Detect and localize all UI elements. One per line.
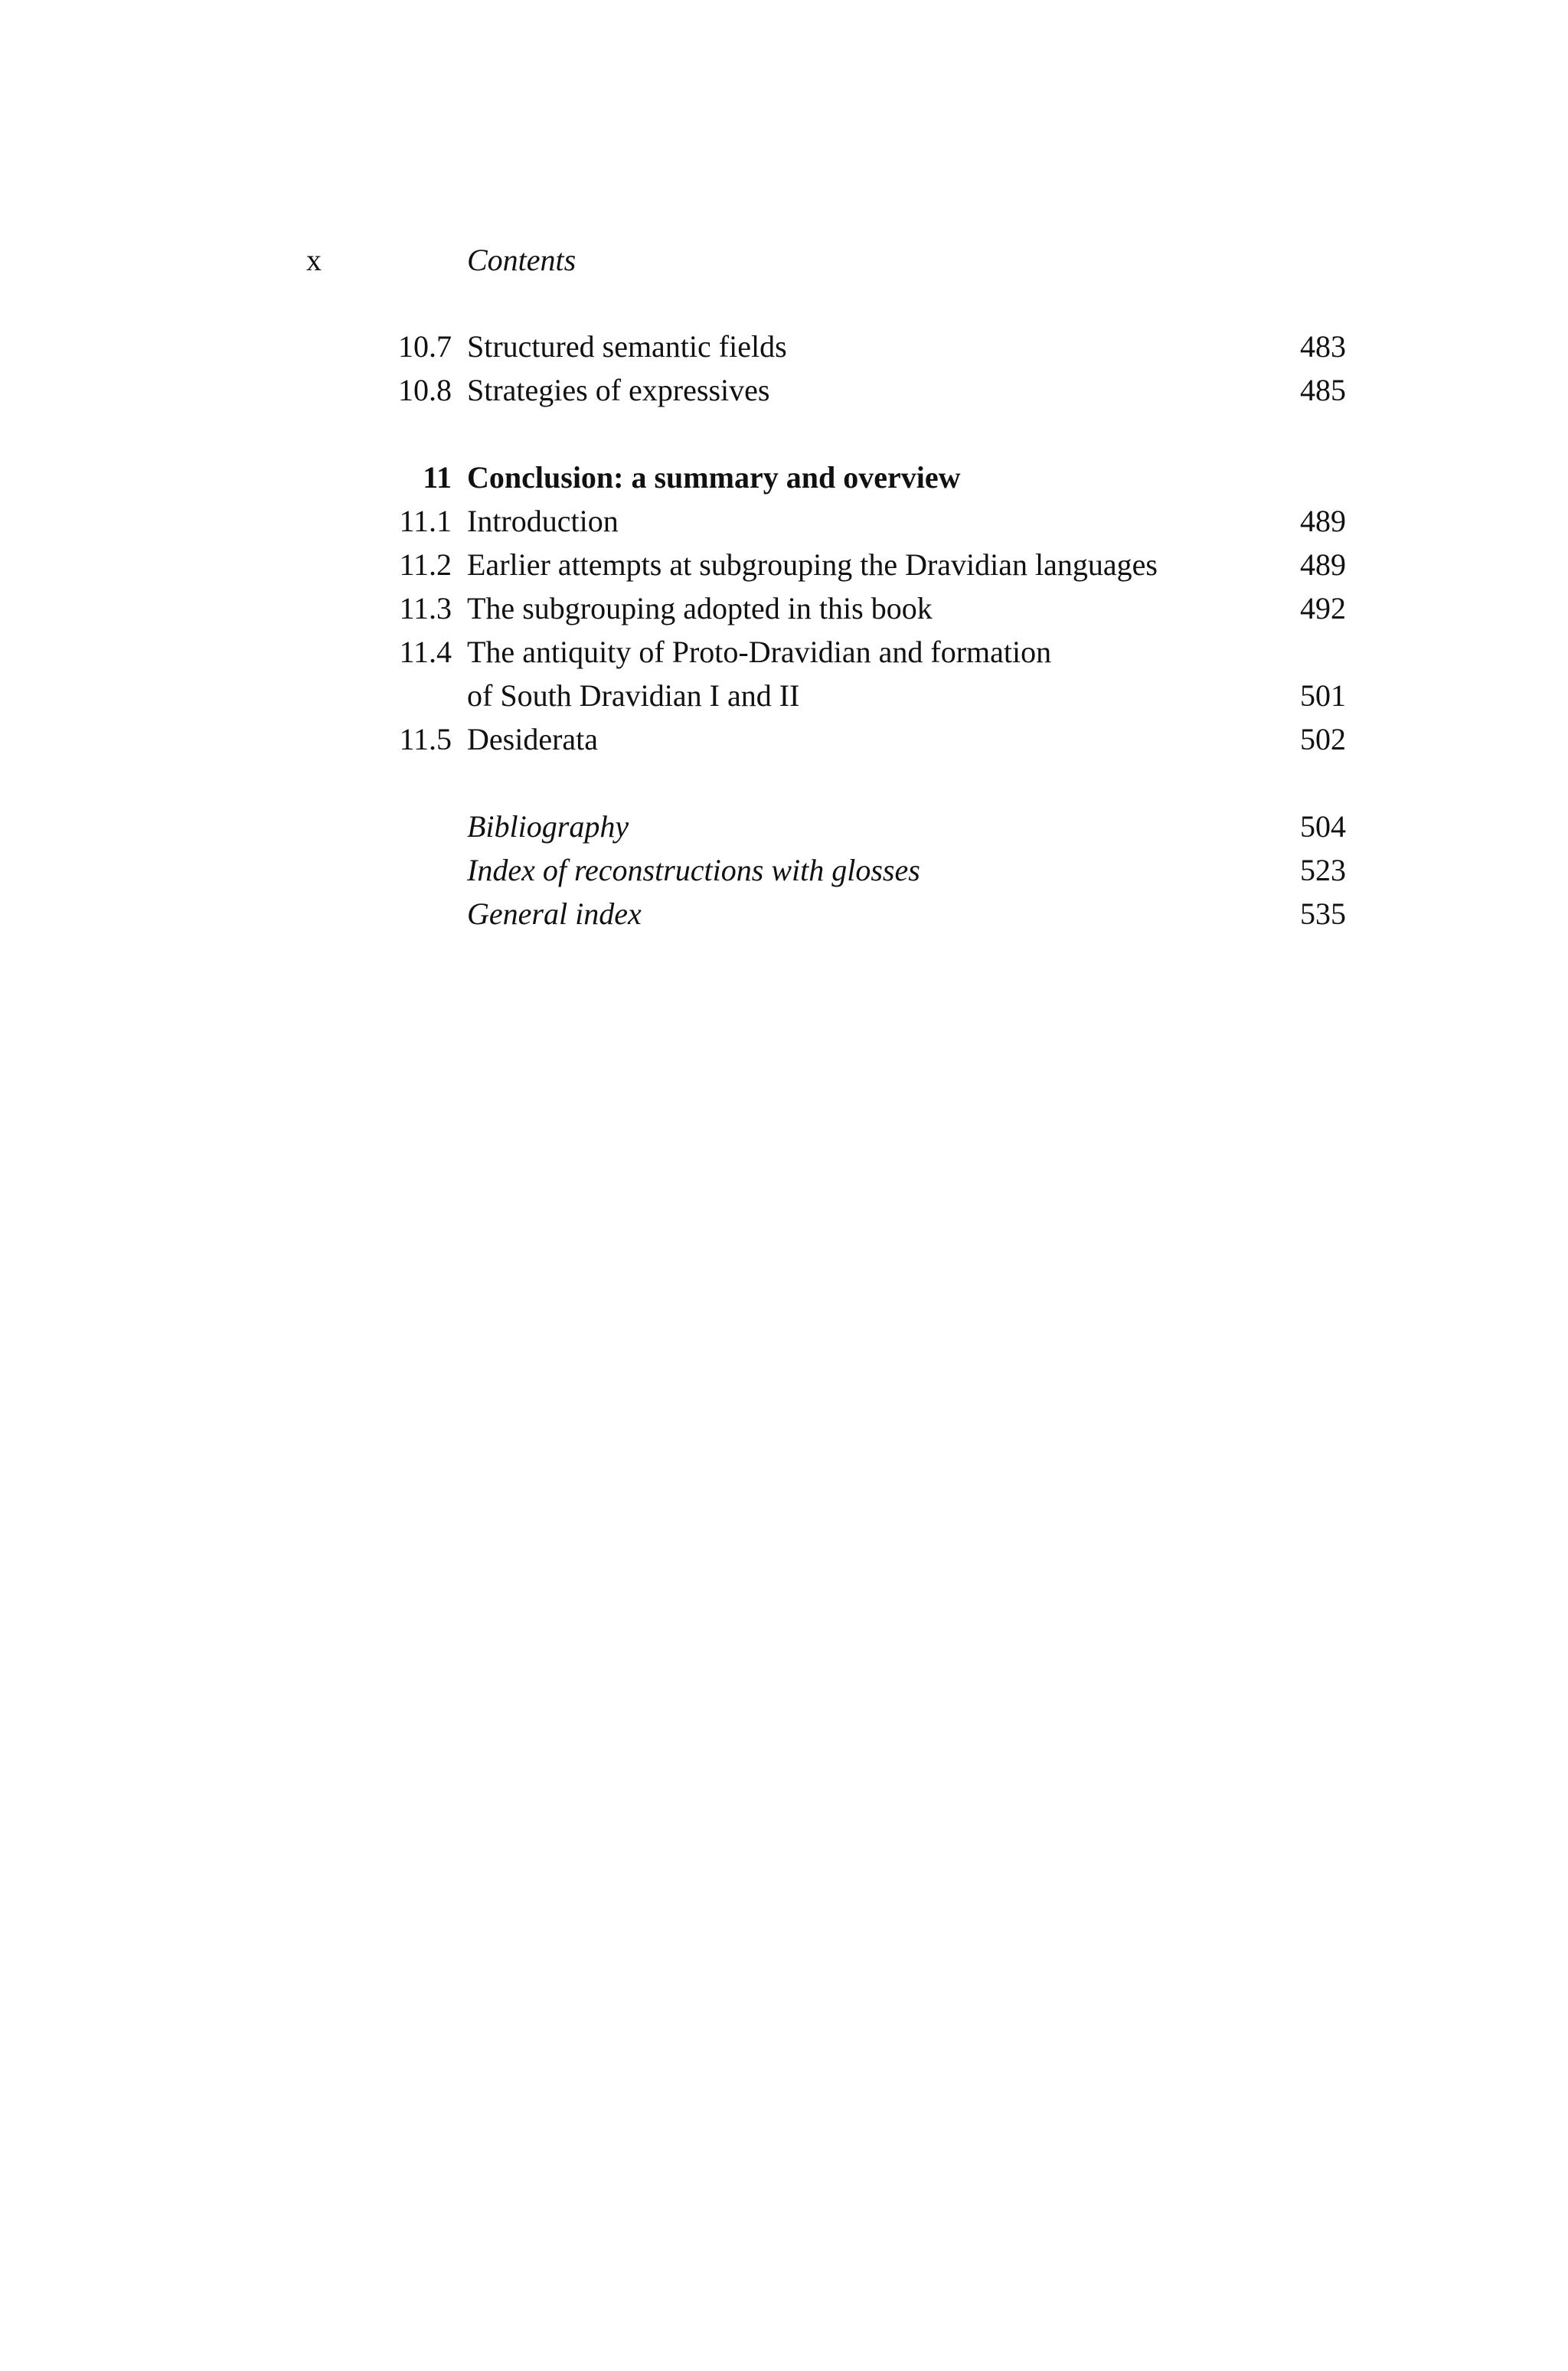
chapter-title: Conclusion: a summary and overview xyxy=(467,460,961,495)
toc-entry-11-3[interactable] xyxy=(0,586,1568,630)
section-title: Strategies of expressives xyxy=(467,373,770,407)
page-ref: 485 xyxy=(1300,373,1346,407)
chapter-number: 11 xyxy=(423,460,452,495)
spacer xyxy=(0,761,1568,805)
page-ref: 504 xyxy=(1300,809,1346,844)
table-of-contents xyxy=(0,325,1568,936)
spacer xyxy=(0,412,1568,456)
section-number: 11.5 xyxy=(399,722,452,756)
section-title-line-1: The antiquity of Proto-Dravidian and formation xyxy=(467,635,1052,669)
toc-entry-11-5[interactable] xyxy=(0,717,1568,761)
section-number: 11.1 xyxy=(399,504,452,538)
page-number: x xyxy=(306,243,322,277)
toc-entry-10-8[interactable] xyxy=(0,368,1568,412)
section-title: Earlier attempts at subgrouping the Dravidian languages xyxy=(467,547,1158,582)
section-number: 10.8 xyxy=(398,373,452,407)
page-ref: 501 xyxy=(1300,678,1346,713)
section-title: The subgrouping adopted in this book xyxy=(467,591,933,625)
toc-entry-11-2[interactable] xyxy=(0,543,1568,586)
section-title-line-2: of South Dravidian I and II xyxy=(467,678,800,713)
section-number: 10.7 xyxy=(398,329,452,364)
page-ref: 483 xyxy=(1300,329,1346,364)
toc-chapter-11[interactable] xyxy=(0,456,1568,499)
section-number: 11.2 xyxy=(399,547,452,582)
toc-entry-bibliography[interactable] xyxy=(0,805,1568,848)
section-number: 11.3 xyxy=(399,591,452,625)
toc-entry-10-7[interactable] xyxy=(0,325,1568,368)
page-ref: 489 xyxy=(1300,547,1346,582)
back-matter-title: Bibliography xyxy=(467,809,629,844)
toc-entry-index-reconstructions[interactable] xyxy=(0,848,1568,892)
toc-entry-11-4[interactable] xyxy=(0,630,1568,674)
section-title: Structured semantic fields xyxy=(467,329,787,364)
page-header xyxy=(0,239,1568,282)
section-number: 11.4 xyxy=(399,635,452,669)
page-ref: 535 xyxy=(1300,896,1346,931)
back-matter-title: General index xyxy=(467,896,642,931)
section-title: Desiderata xyxy=(467,722,599,756)
page-ref: 523 xyxy=(1300,853,1346,887)
running-head: Contents xyxy=(467,243,577,277)
toc-entry-11-4-continued[interactable] xyxy=(0,674,1568,717)
page-ref: 502 xyxy=(1300,722,1346,756)
section-title: Introduction xyxy=(467,504,619,538)
page-ref: 489 xyxy=(1300,504,1346,538)
page-ref: 492 xyxy=(1300,591,1346,625)
toc-entry-11-1[interactable] xyxy=(0,499,1568,543)
toc-entry-general-index[interactable] xyxy=(0,892,1568,936)
back-matter-title: Index of reconstructions with glosses xyxy=(467,853,920,887)
